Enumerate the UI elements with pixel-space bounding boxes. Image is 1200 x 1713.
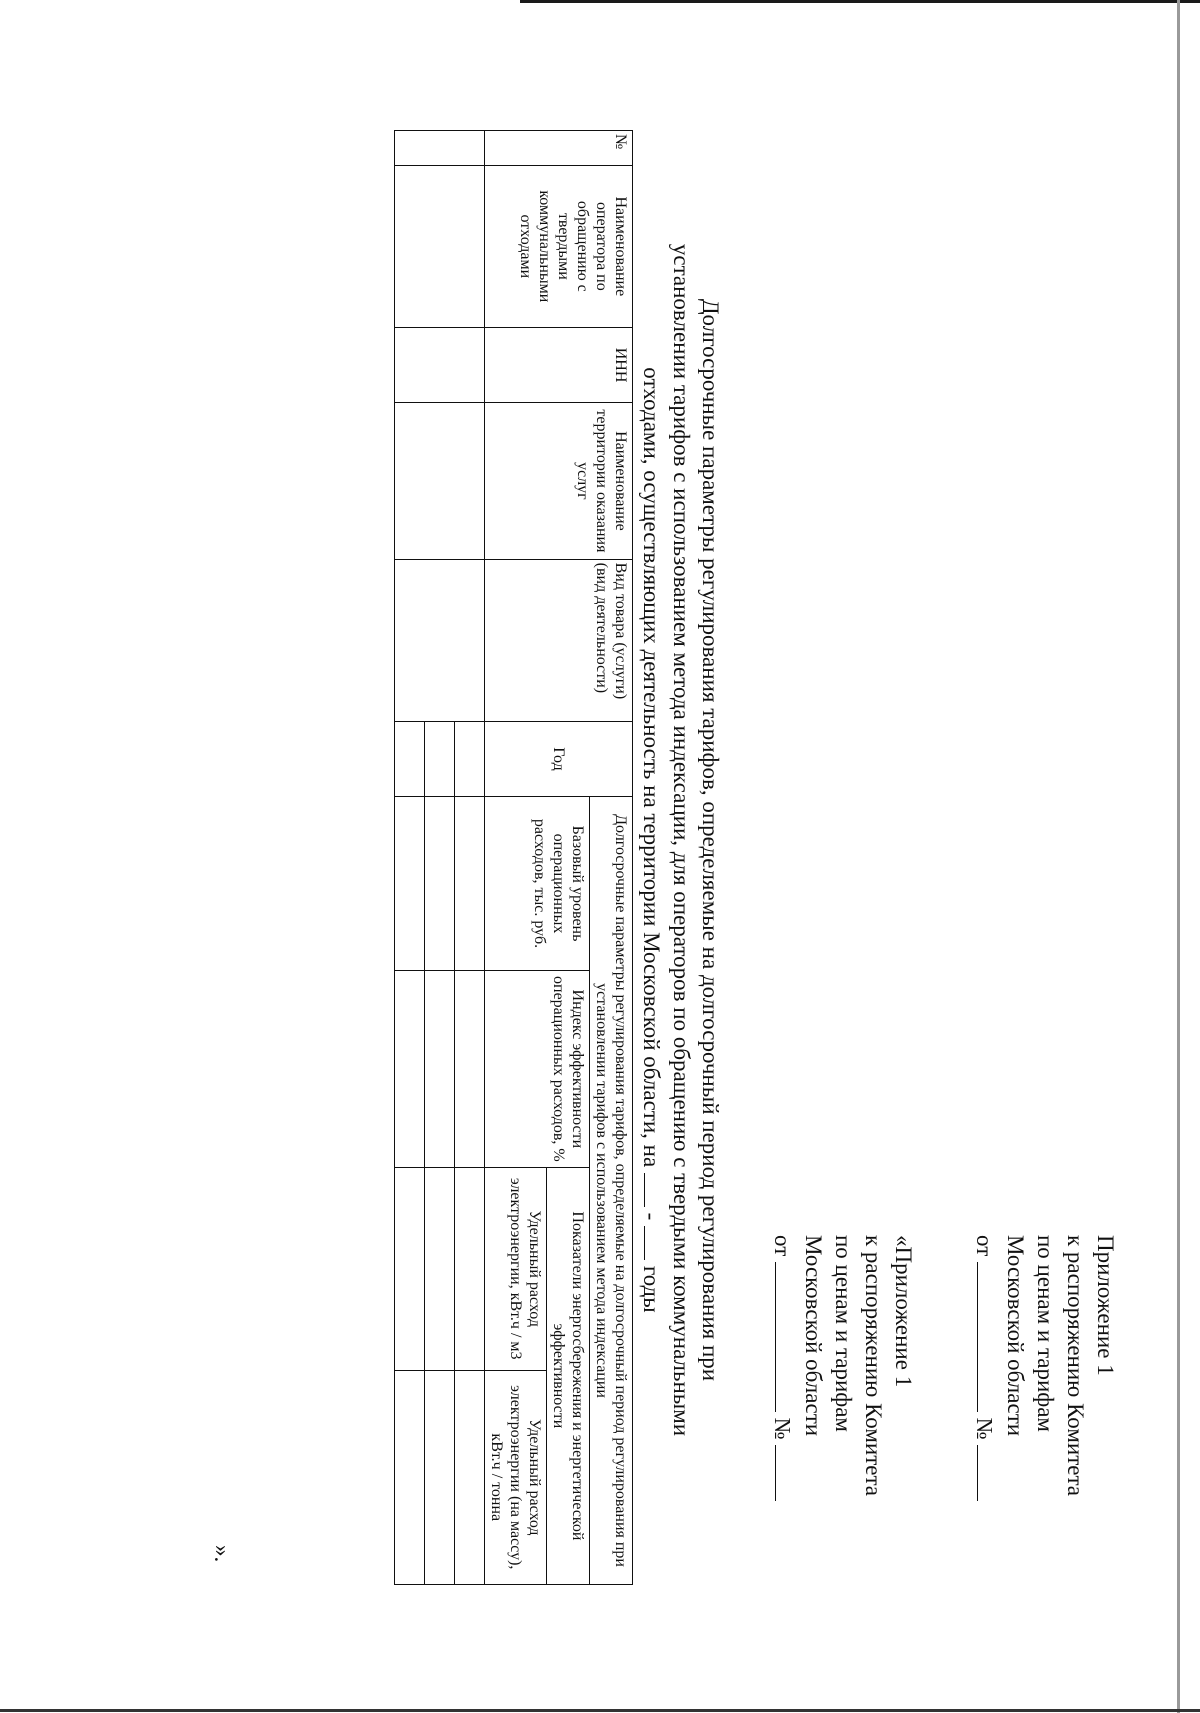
table-cell xyxy=(425,721,455,796)
appendix-previous-line1: «Приложение 1 xyxy=(891,1235,916,1388)
appendix-current-line1: Приложение 1 xyxy=(1093,1235,1118,1376)
date-blank xyxy=(775,1262,798,1412)
table-cell xyxy=(455,721,485,796)
col-territory-header: Наименование территории оказания услуг xyxy=(485,403,633,559)
appendix-current-line4: Московской области xyxy=(1003,1235,1028,1437)
table-cell xyxy=(395,797,425,971)
table-cell xyxy=(455,797,485,971)
table-cell xyxy=(425,797,455,971)
table-cell xyxy=(395,1167,425,1370)
title-line3-text: отходами, осуществляющих деятельность на территории Московской области, на xyxy=(639,367,664,1168)
appendix-previous-date-line xyxy=(767,1235,798,1501)
title-line2: установлении тарифов с использованием метода индексации, для операторов по обращению с твердыми коммунальными xyxy=(669,243,694,1437)
number-blank xyxy=(775,1445,798,1501)
appendix-previous-line2: к распоряжению Комитета xyxy=(861,1235,886,1496)
table-cell xyxy=(425,1167,455,1370)
year-from-blank xyxy=(644,1173,667,1207)
table-cell xyxy=(395,559,485,721)
appendix-previous-line4: Московской области xyxy=(801,1235,826,1437)
date-blank xyxy=(977,1262,1000,1412)
table-cell xyxy=(455,1370,485,1584)
table-cell xyxy=(395,165,485,327)
table-cell xyxy=(425,970,455,1167)
table-cell xyxy=(455,1167,485,1370)
col-base-opex-header: Базовый уровень операционных расходов, тыс. руб. xyxy=(485,797,590,971)
appendix-current-number: № xyxy=(972,1417,997,1440)
table-cell xyxy=(395,403,485,559)
col-service-type-header: Вид товара (услуги) (вид деятельности) xyxy=(485,559,633,721)
appendix-previous xyxy=(767,1235,918,1501)
table-row xyxy=(455,131,485,1585)
title-line1: Долгосрочные параметры регулирования тарифов, определяемые на долгосрочный период регулирования при xyxy=(698,298,723,1382)
closing-quote-mark: ». xyxy=(210,1545,235,1563)
parameters-table xyxy=(394,130,633,1585)
year-to-blank xyxy=(644,1226,667,1260)
col-year-header: Год xyxy=(485,721,633,796)
col-energy-mass-header: Удельный расход электроэнергии (на массу), кВт.ч / тонна xyxy=(485,1370,547,1584)
energy-group-header: Показатели энергосбережения и энергетической эффективности xyxy=(547,1167,590,1584)
col-num-header: № xyxy=(485,131,633,166)
appendix-current-date-line xyxy=(969,1235,1000,1501)
col-energy-volume-header: Удельный расход электроэнергии, кВт.ч / м3 xyxy=(485,1167,547,1370)
appendix-current-from: от xyxy=(972,1235,997,1257)
appendix-previous-from: от xyxy=(770,1235,795,1257)
col-efficiency-index-header: Индекс эффективности операционных расходов, % xyxy=(485,970,590,1167)
title-line3 xyxy=(637,60,667,1620)
table-cell xyxy=(455,970,485,1167)
title-years: годы xyxy=(639,1265,664,1313)
header-row-1 xyxy=(590,131,633,1585)
appendix-previous-number: № xyxy=(770,1417,795,1440)
col-inn-header: ИНН xyxy=(485,327,633,402)
title-dash: - xyxy=(639,1212,664,1221)
long-term-group-header: Долгосрочные параметры регулирования тарифов, определяемые на долгосрочный период регулирования при установлении тарифов с использованием метода индексации xyxy=(590,797,633,1585)
appendix-current-line2: к распоряжению Комитета xyxy=(1063,1235,1088,1496)
table-cell xyxy=(395,970,425,1167)
table-cell xyxy=(395,721,425,796)
appendix-current-line3: по ценам и тарифам xyxy=(1033,1235,1058,1432)
number-blank xyxy=(977,1445,1000,1501)
col-operator-header: Наименование оператора по обращению с твердыми коммунальными отходами xyxy=(485,165,633,327)
appendix-previous-line3: по ценам и тарифам xyxy=(831,1235,856,1432)
document-title xyxy=(637,60,725,1620)
table-cell xyxy=(395,131,485,166)
appendix-current xyxy=(969,1235,1120,1501)
table-cell xyxy=(395,327,485,402)
table-cell xyxy=(395,1370,425,1584)
table-cell xyxy=(425,1370,455,1584)
